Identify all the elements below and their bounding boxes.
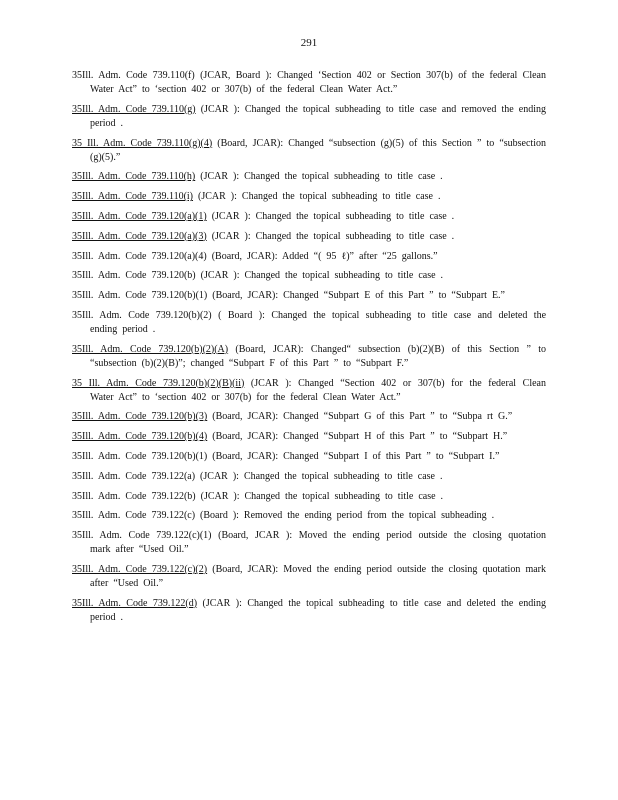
citation: 35Ill. Adm. Code 739.120(a)(3): [72, 230, 207, 242]
change-description: (JCAR ): Changed the topical subheading to title case and removed the ending period .: [90, 103, 547, 129]
citation: 35Ill. Adm. Code 739.120(b)(4): [72, 431, 208, 443]
change-description: (Board, JCAR): Changed “Subpart E of this Part ” to “Subpart E.”: [207, 290, 505, 302]
list-item: [72, 250, 546, 264]
change-description: (JCAR ): Changed “Section 402 or 307(b) for the federal Clean Water Act” to ‘section 402 or 307(b) for the federal Clean Water Act.”: [90, 377, 546, 403]
list-item: [72, 470, 546, 484]
list-item: [72, 69, 546, 97]
change-description: (Board, JCAR ): Moved the ending period outside the closing quotation mark after “Used Oil.”: [90, 530, 547, 556]
list-item: [72, 137, 546, 165]
change-description: (JCAR ): Changed the topical subheading to title case .: [195, 470, 443, 482]
citation: 35Ill. Adm. Code 739.110(f): [72, 70, 195, 81]
citation: 35Ill. Adm. Code 739.122(c)(1): [72, 530, 212, 542]
change-description: (JCAR ): Changed the topical subheading to title case .: [206, 230, 455, 242]
list-item: [72, 529, 546, 557]
citation: 35Ill. Adm. Code 739.120(b)(3): [72, 411, 208, 423]
change-description: (Board, JCAR): Changed“ subsection (b)(2)(B) of this Section ” to “subsection (b)(2)(B)”; changed “Subpart F of this Part ” to “Subpart F.”: [90, 343, 546, 369]
list-item: [72, 190, 546, 204]
list-item: [72, 377, 546, 405]
change-description: (JCAR ): Changed the topical subheading to title case .: [195, 171, 443, 183]
change-description: (Board, JCAR): Added “( 95 ℓ)” after “25 gallons.”: [206, 250, 438, 262]
citation: 35Ill. Adm. Code 739.122(d): [72, 597, 198, 609]
change-description: (Board, JCAR): Changed “Subpart I of this Part ” to “Subpart I.”: [207, 450, 500, 462]
list-item: [72, 490, 546, 504]
citation: 35Ill. Adm. Code 739.122(c): [72, 510, 196, 522]
citation: 35Ill. Adm. Code 739.120(b)(1): [72, 290, 208, 302]
change-description: (JCAR ): Changed the topical subheading to title case and deleted the ending period .: [90, 597, 546, 623]
citation: 35Ill. Adm. Code 739.110(i): [72, 191, 194, 203]
list-item: [72, 563, 546, 591]
citation: 35Ill. Adm. Code 739.110(g): [72, 103, 196, 115]
citation: 35Ill. Adm. Code 739.120(a)(1): [72, 210, 207, 222]
change-description: (JCAR ): Changed the topical subheading to title case .: [193, 191, 441, 203]
list-item: [72, 597, 546, 625]
list-item: [72, 210, 546, 224]
list-item: [72, 450, 546, 464]
list-item: [72, 230, 546, 244]
list-item: [72, 343, 546, 371]
change-description: (JCAR ): Changed the topical subheading to title case .: [195, 490, 444, 502]
change-description: (Board, JCAR): Changed “subsection (g)(5) of this Section ” to “subsection (g)(5).”: [90, 137, 546, 163]
citation: 35Ill. Adm. Code 739.120(b)(2)(A): [72, 343, 229, 355]
citation: 35Ill. Adm. Code 739.110(h): [72, 171, 196, 183]
citation: 35Ill. Adm. Code 739.120(b)(2): [72, 309, 212, 321]
citation: 35Ill. Adm. Code 739.120(a)(4): [72, 250, 207, 262]
page-number: 291: [300, 37, 318, 49]
citation: 35Ill. Adm. Code 739.122(b): [72, 490, 196, 502]
list-item: [72, 309, 546, 337]
list-item: [72, 509, 546, 523]
change-description: (Board ): Removed the ending period from the topical subheading .: [195, 510, 495, 522]
list-item: [72, 410, 546, 424]
citation: 35 Ill. Adm. Code 739.110(g)(4): [72, 137, 213, 149]
change-description: (Board, JCAR): Changed “Subpart G of this Part ” to “Subpa rt G.”: [207, 411, 513, 423]
change-description: ( Board ): Changed the topical subheading to title case and deleted the ending period .: [90, 309, 547, 335]
change-description: (JCAR, Board ): Changed ‘Section 402 or Section 307(b) of the federal Clean Water Act” to ‘section 402 or 307(b) of the federal Clean Water Act.”: [90, 70, 546, 95]
list-item: [72, 269, 546, 283]
change-description: (Board, JCAR): Moved the ending period outside the closing quotation mark after “Used Oil.”: [90, 563, 547, 589]
change-description: (JCAR ): Changed the topical subheading to title case .: [195, 270, 444, 282]
list-item: [72, 103, 546, 131]
list-item: [72, 289, 546, 303]
list-item: [72, 430, 546, 444]
citation: 35Ill. Adm. Code 739.122(c)(2): [72, 563, 208, 575]
citation: 35 Ill. Adm. Code 739.120(b)(2)(B)(ii): [72, 377, 245, 389]
change-description: (Board, JCAR): Changed “Subpart H of this Part ” to “Subpart H.”: [207, 431, 508, 443]
amendment-list: [72, 69, 546, 631]
change-description: (JCAR ): Changed the topical subheading to title case .: [206, 210, 455, 222]
citation: 35Ill. Adm. Code 739.120(b)(1): [72, 450, 208, 462]
citation: 35Ill. Adm. Code 739.122(a): [72, 470, 196, 482]
list-item: [72, 170, 546, 184]
citation: 35Ill. Adm. Code 739.120(b): [72, 270, 196, 282]
